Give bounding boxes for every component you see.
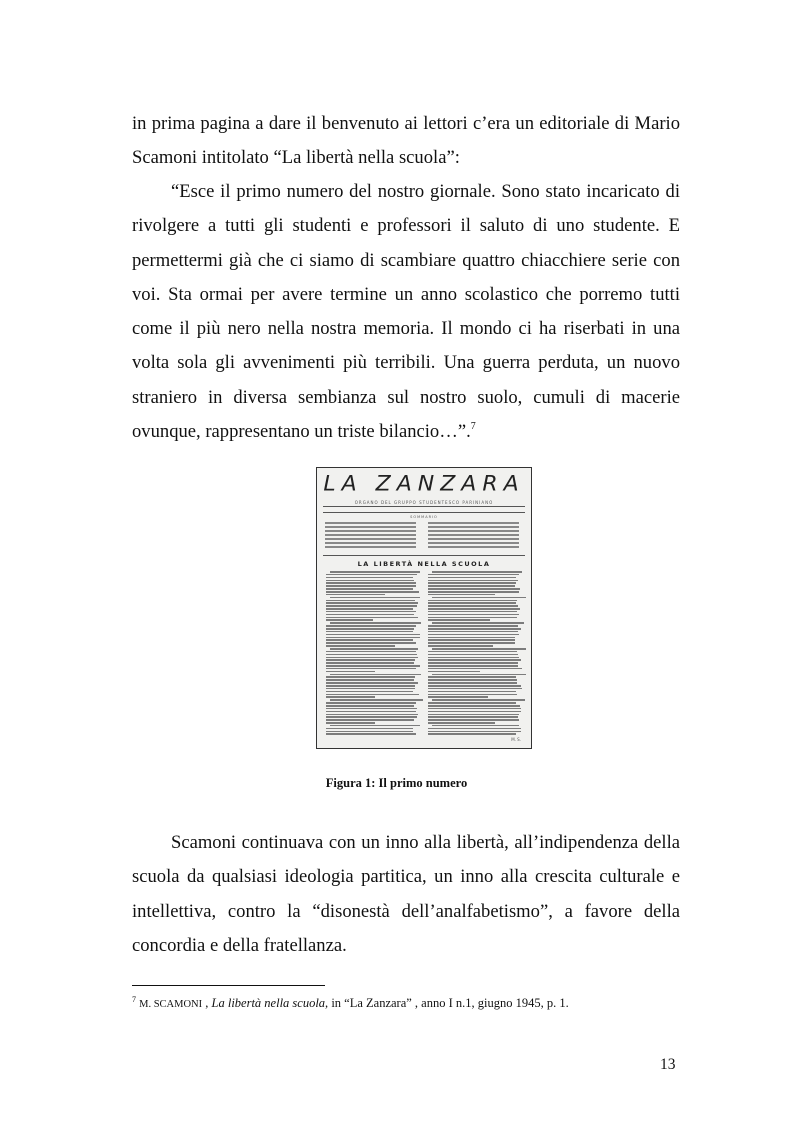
newspaper-text-line xyxy=(326,685,415,687)
newspaper-text-line xyxy=(428,705,520,707)
newspaper-text-line xyxy=(428,668,522,670)
toc-entry-line xyxy=(428,538,519,540)
newspaper-text-line xyxy=(428,685,521,687)
newspaper-text-line xyxy=(428,605,518,607)
toc-entry-line xyxy=(428,542,519,544)
newspaper-text-line xyxy=(326,733,416,735)
text-line: Scamoni continuava con un inno alla libertà, all’indipendenza della xyxy=(171,832,680,853)
newspaper-text-line xyxy=(326,611,416,613)
newspaper-text-line xyxy=(326,591,419,593)
newspaper-text-line xyxy=(326,719,414,721)
newspaper-text-line xyxy=(428,665,518,667)
newspaper-text-line xyxy=(326,682,418,684)
newspaper-text-line xyxy=(326,642,416,644)
newspaper-column-right xyxy=(428,571,522,737)
newspaper-text-line xyxy=(428,654,518,656)
newspaper-text-line xyxy=(330,622,421,624)
newspaper-text-line xyxy=(428,585,515,587)
newspaper-text-line xyxy=(432,674,526,676)
newspaper-text-line xyxy=(428,634,519,636)
newspaper-text-line xyxy=(428,694,517,696)
newspaper-masthead: LA ZANZARA xyxy=(323,472,525,497)
page-number: 13 xyxy=(660,1056,676,1073)
newspaper-text-line xyxy=(326,657,418,659)
newspaper-text-line xyxy=(326,728,413,730)
newspaper-text-line xyxy=(326,671,375,673)
newspaper-text-line xyxy=(326,617,418,619)
newspaper-text-line xyxy=(428,637,515,639)
newspaper-text-line xyxy=(326,608,413,610)
newspaper-text-line xyxy=(326,574,417,576)
newspaper-text-line xyxy=(428,642,515,644)
newspaper-text-line xyxy=(428,711,521,713)
toc-entry-line xyxy=(325,538,416,540)
newspaper-text-line xyxy=(432,725,519,727)
newspaper-text-line xyxy=(432,622,524,624)
newspaper-text-line xyxy=(326,694,419,696)
newspaper-text-line xyxy=(428,731,521,733)
newspaper-text-line xyxy=(428,708,521,710)
newspaper-text-line xyxy=(326,659,415,661)
newspaper-headline: LA LIBERTÀ NELLA SCUOLA xyxy=(357,560,491,568)
newspaper-text-line xyxy=(326,639,413,641)
newspaper-text-line xyxy=(326,631,413,633)
toc-entry-line xyxy=(325,534,416,536)
footnote: $^7$ M. SCAMONI , La libertà nella scuola, in “La Zanzara” , anno I n.1, giugno 1945, p. 1. xyxy=(132,995,569,1010)
quote-line: come il più nero nella nostra memoria. Il mondo ci ha riserbati in una xyxy=(132,318,680,340)
newspaper-text-line xyxy=(428,594,495,596)
newspaper-text-line xyxy=(326,580,414,582)
newspaper-text-line xyxy=(326,705,414,707)
newspaper-signature: M. S. xyxy=(511,737,521,742)
newspaper-text-line xyxy=(326,602,418,604)
newspaper-text-line xyxy=(428,676,516,678)
newspaper-text-line xyxy=(326,651,416,653)
text-line: intellettiva, contro la “disonestà dell’analfabetismo”, a favore della xyxy=(132,900,680,922)
newspaper-text-line xyxy=(428,682,517,684)
footnote-title: La libertà nella scuola, xyxy=(211,996,329,1010)
newspaper-text-line xyxy=(428,600,517,602)
newspaper-text-line xyxy=(326,702,416,704)
newspaper-text-line xyxy=(428,722,495,724)
newspaper-text-line xyxy=(428,608,520,610)
toc-entry-line xyxy=(325,522,416,524)
newspaper-text-line xyxy=(326,654,417,656)
figure-caption: Figura 1: Il primo numero xyxy=(325,776,468,790)
toc-entry-line xyxy=(325,530,416,532)
newspaper-text-line xyxy=(428,688,522,690)
quote-line: voi. Sta ormai per avere termine un anno scolastico che porremo tutti xyxy=(132,283,680,305)
footnote-reference[interactable]: 7 xyxy=(470,421,476,433)
newspaper-text-line xyxy=(326,588,413,590)
newspaper-text-line xyxy=(428,657,519,659)
toc-entry-line xyxy=(428,526,519,528)
newspaper-text-line xyxy=(428,611,517,613)
newspaper-text-line xyxy=(326,625,416,627)
quote-line xyxy=(132,415,680,449)
newspaper-text-line xyxy=(432,648,526,650)
newspaper-section-label: SOMMARIO xyxy=(410,515,438,519)
toc-entry-line xyxy=(325,542,416,544)
footnote-separator xyxy=(132,985,325,986)
newspaper-text-line xyxy=(428,617,517,619)
toc-entry-line xyxy=(325,546,416,548)
intro-paragraph xyxy=(132,107,680,176)
newspaper-text-line xyxy=(428,671,480,673)
newspaper-text-line xyxy=(326,614,414,616)
newspaper-text-line xyxy=(428,628,521,630)
newspaper-text-line xyxy=(326,714,418,716)
newspaper-text-line xyxy=(428,659,521,661)
newspaper-text-line xyxy=(326,600,415,602)
newspaper-text-line xyxy=(326,711,416,713)
body-paragraph xyxy=(132,826,680,963)
newspaper-text-line xyxy=(326,668,416,670)
newspaper-text-line xyxy=(326,628,414,630)
newspaper-text-line xyxy=(326,691,413,693)
newspaper-text-line xyxy=(432,597,526,599)
newspaper-column-left xyxy=(326,571,420,737)
newspaper-text-line xyxy=(326,716,417,718)
newspaper-text-line xyxy=(428,580,518,582)
newspaper-text-line xyxy=(428,639,515,641)
newspaper-text-line xyxy=(428,582,516,584)
quote-line-text: ovunque, rappresentano un triste bilancio…”. xyxy=(132,421,471,443)
newspaper-text-line xyxy=(326,634,420,636)
toc-entry-line xyxy=(325,526,416,528)
newspaper-text-line xyxy=(428,574,519,576)
footnote-author: M. SCAMONI xyxy=(139,999,203,1010)
text-line: scuola da qualsiasi ideologia partitica, un inno alla crescita culturale e xyxy=(132,866,680,888)
newspaper-text-line xyxy=(330,597,420,599)
newspaper-text-line xyxy=(330,648,418,650)
newspaper-text-line xyxy=(326,676,415,678)
newspaper-text-line xyxy=(428,728,521,730)
newspaper-text-line xyxy=(428,651,517,653)
newspaper-text-line xyxy=(428,696,488,698)
newspaper-text-line xyxy=(326,722,375,724)
newspaper-text-line xyxy=(428,691,516,693)
footnote-source: in “La Zanzara” , anno I n.1, giugno 1945, p. 1. xyxy=(331,996,569,1010)
quote-line: “Esce il primo numero del nostro giornale. Sono stato incaricato di xyxy=(171,181,680,202)
toc-entry-line xyxy=(428,522,519,524)
newspaper-text-line xyxy=(326,585,416,587)
toc-rule xyxy=(323,555,525,556)
newspaper-text-line xyxy=(428,662,518,664)
newspaper-text-line xyxy=(428,577,516,579)
newspaper-text-line xyxy=(326,708,417,710)
newspaper-text-line xyxy=(432,699,525,701)
editorial-quote xyxy=(132,175,680,449)
text-line: in prima pagina a dare il benvenuto ai lettori c’era un editoriale di Mario xyxy=(132,113,680,134)
newspaper-text-line xyxy=(428,625,518,627)
newspaper-text-line xyxy=(428,702,516,704)
quote-line: rivolgere a tutti gli studenti e professori il saluto di uno studente. E xyxy=(132,215,680,237)
text-line: Scamoni intitolato “La libertà nella scuola”: xyxy=(132,147,460,169)
newspaper-text-line xyxy=(326,577,413,579)
newspaper-text-line xyxy=(326,637,420,639)
toc-entry-line xyxy=(428,534,519,536)
newspaper-text-line xyxy=(326,696,375,698)
newspaper-text-line xyxy=(326,619,373,621)
newspaper-text-line xyxy=(432,571,522,573)
newspaper-text-line xyxy=(428,619,490,621)
newspaper-text-line xyxy=(428,716,518,718)
newspaper-text-line xyxy=(326,645,395,647)
newspaper-text-line xyxy=(330,674,421,676)
newspaper-text-line xyxy=(428,591,519,593)
newspaper-text-line xyxy=(428,631,518,633)
newspaper-text-line xyxy=(330,699,423,701)
newspaper-text-line xyxy=(326,582,416,584)
masthead-rule xyxy=(323,506,525,507)
newspaper-text-line xyxy=(330,725,420,727)
newspaper-text-line xyxy=(428,719,519,721)
newspaper-text-line xyxy=(428,614,519,616)
quote-line: volta sola gli avvenimenti più terribili. Una guerra perduta, un nuovo xyxy=(132,352,680,374)
newspaper-text-line xyxy=(326,688,415,690)
newspaper-text-line xyxy=(326,731,413,733)
footnote-number: 7 xyxy=(132,995,136,1004)
newspaper-text-line xyxy=(428,733,516,735)
newspaper-text-line xyxy=(428,714,519,716)
newspaper-text-line xyxy=(326,679,414,681)
toc-entry-line xyxy=(428,530,519,532)
newspaper-text-line xyxy=(326,605,417,607)
masthead-rule xyxy=(323,512,525,513)
newspaper-text-line xyxy=(428,679,517,681)
quote-line: permettermi già che ci siamo di scambiare quattro chiacchiere serie con xyxy=(132,249,680,271)
newspaper-text-line xyxy=(326,665,420,667)
quote-line: straniero in diversa sembianza sul nostro suolo, cumuli di macerie xyxy=(132,386,680,408)
text-line: concordia e della fratellanza. xyxy=(132,934,347,956)
newspaper-text-line xyxy=(428,645,493,647)
newspaper-text-line xyxy=(428,602,516,604)
table-of-contents xyxy=(325,522,523,552)
newspaper-text-line xyxy=(326,662,414,664)
newspaper-text-line xyxy=(326,594,385,596)
newspaper-text-line xyxy=(330,571,420,573)
toc-entry-line xyxy=(428,546,519,548)
newspaper-figure xyxy=(316,467,532,749)
newspaper-subtitle: ORGANO DEL GRUPPO STUDENTESCO PARINIANO xyxy=(354,500,494,505)
newspaper-text-line xyxy=(428,588,520,590)
